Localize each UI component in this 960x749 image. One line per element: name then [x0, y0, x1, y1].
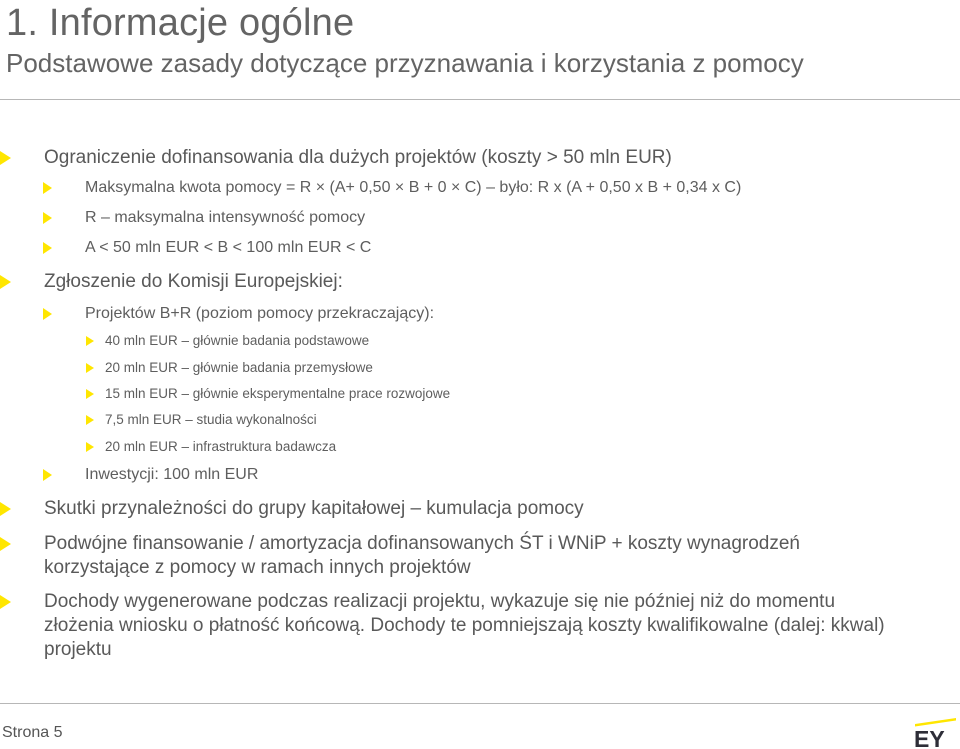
page-number: Strona 5 — [2, 724, 63, 741]
bullet-text: 40 mln EUR – głównie badania podstawowe — [105, 333, 370, 348]
bullet-text: 15 mln EUR – głównie eksperymentalne prace rozwojowe — [105, 386, 451, 401]
bullet-rd-projects — [43, 304, 434, 324]
bullet-text: 20 mln EUR – głównie badania przemysłowe — [105, 360, 373, 375]
bullet-arrow-icon — [0, 151, 11, 165]
bullet-basic-research — [86, 333, 369, 349]
bullet-industrial-research — [86, 360, 373, 376]
bullet-arrow-icon — [43, 242, 52, 254]
bullet-max-aid-formula — [43, 178, 741, 198]
bullet-arrow-icon — [86, 336, 94, 346]
bullet-text: A < 50 mln EUR < B < 100 mln EUR < C — [85, 239, 372, 256]
bullet-text: Projektów B+R (poziom pomocy przekraczający): — [85, 305, 435, 322]
bullet-double-financing — [0, 532, 800, 580]
bullet-arrow-icon — [0, 595, 11, 609]
bullet-text: Maksymalna kwota pomocy = R × (A+ 0,50 × B + 0 × C) – było: R x (A + 0,50 x B + 0,34 x C) — [85, 179, 742, 196]
ey-logo-letters: EY — [914, 726, 945, 748]
bullet-text: Skutki przynależności do grupy kapitałowej – kumulacja pomocy — [44, 498, 584, 519]
bullet-text-line-2: złożenia wniosku o płatność końcową. Dochody te pomniejszają koszty kwalifikowalne (dalej: kkwal) — [44, 615, 885, 636]
header-divider — [0, 99, 960, 100]
footer-divider — [0, 703, 960, 704]
bullet-ec-notification — [0, 270, 343, 294]
bullet-arrow-icon — [43, 308, 52, 320]
bullet-text-line-1: Podwójne finansowanie / amortyzacja dofinansowanych ŚT i WNiP + koszty wynagrodzeń — [44, 533, 800, 554]
bullet-text-line-3: projektu — [44, 639, 112, 660]
bullet-r-definition — [43, 208, 365, 228]
page-subtitle: Podstawowe zasady dotyczące przyznawania i korzystania z pomocy — [6, 48, 804, 78]
bullet-text: Inwestycji: 100 mln EUR — [85, 466, 259, 483]
bullet-arrow-icon — [86, 415, 94, 425]
bullet-arrow-icon — [43, 469, 52, 481]
bullet-text: 7,5 mln EUR – studia wykonalności — [105, 412, 317, 427]
bullet-project-income — [0, 590, 885, 662]
bullet-arrow-icon — [0, 537, 11, 551]
bullet-arrow-icon — [86, 389, 94, 399]
bullet-experimental-development — [86, 386, 450, 402]
bullet-research-infrastructure — [86, 439, 336, 455]
bullet-text: Ograniczenie dofinansowania dla dużych projektów (koszty > 50 mln EUR) — [44, 147, 672, 168]
bullet-investments — [43, 465, 258, 485]
bullet-feasibility-studies — [86, 412, 317, 428]
bullet-arrow-icon — [43, 182, 52, 194]
page-title: 1. Informacje ogólne — [6, 2, 355, 44]
bullet-arrow-icon — [43, 212, 52, 224]
bullet-arrow-icon — [0, 275, 11, 289]
bullet-arrow-icon — [0, 502, 11, 516]
bullet-text-line-2: korzystające z pomocy w ramach innych projektów — [44, 557, 471, 578]
bullet-capital-group — [0, 497, 584, 521]
bullet-text-line-1: Dochody wygenerowane podczas realizacji projektu, wykazuje się nie później niż do momentu — [44, 591, 836, 612]
bullet-arrow-icon — [86, 363, 94, 373]
bullet-text: Zgłoszenie do Komisji Europejskiej: — [44, 271, 343, 292]
bullet-arrow-icon — [86, 442, 94, 452]
ey-logo — [912, 718, 958, 748]
bullet-threshold-ranges — [43, 238, 371, 258]
bullet-text: 20 mln EUR – infrastruktura badawcza — [105, 439, 337, 454]
bullet-large-projects — [0, 146, 672, 170]
bullet-text: R – maksymalna intensywność pomocy — [85, 209, 366, 226]
